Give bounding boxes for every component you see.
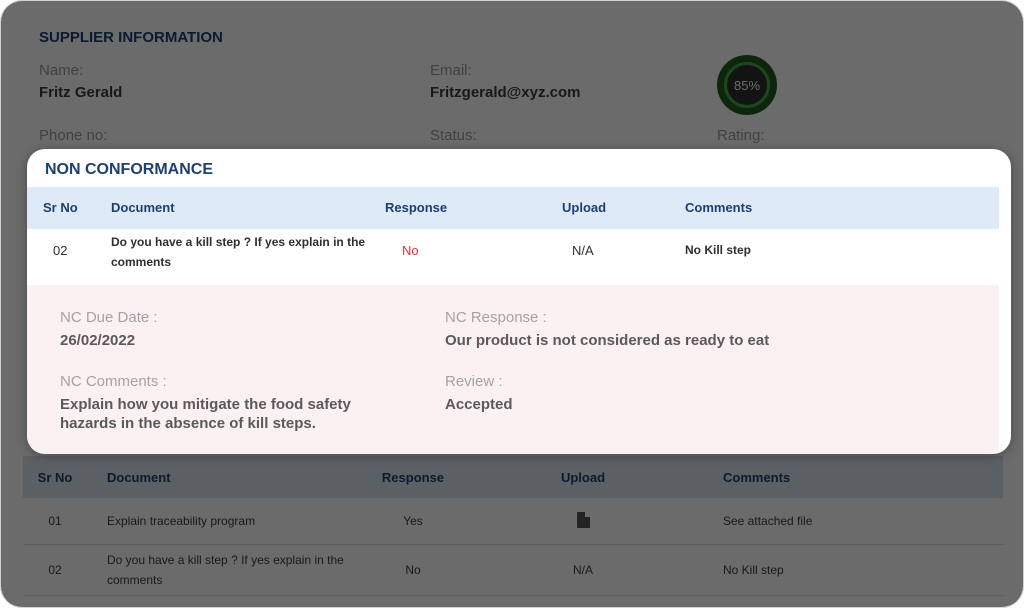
nc-response-label: NC Response : <box>445 309 547 326</box>
non-conformance-modal <box>27 149 1011 454</box>
row-response: No <box>402 243 419 258</box>
header-sr-no: Sr No <box>43 200 78 215</box>
header-upload: Upload <box>562 200 607 215</box>
nc-comments-label: NC Comments : <box>60 373 167 390</box>
header-response: Response <box>385 200 448 215</box>
row-upload: N/A <box>572 243 594 258</box>
nc-response: Our product is not considered as ready to eat <box>445 332 770 349</box>
modal-table-header <box>27 187 999 229</box>
header-document: Document <box>111 200 175 215</box>
modal-table-row <box>27 229 999 285</box>
header-comments: Comments <box>685 200 753 215</box>
review-value: Accepted <box>445 396 513 413</box>
review-label: Review : <box>445 373 503 390</box>
nc-due-date-label: NC Due Date : <box>60 309 158 326</box>
nc-comments: Explain how you mitigate the food safety hazards in the absence of kill steps. <box>60 396 351 432</box>
nc-details <box>27 285 999 454</box>
modal-title: NON CONFORMANCE <box>45 161 213 178</box>
row-document: Do you have a kill step ? If yes explain in the comments <box>111 235 366 269</box>
row-sr: 02 <box>53 243 68 258</box>
nc-due-date: 26/02/2022 <box>60 332 136 349</box>
row-comments: No Kill step <box>685 243 752 257</box>
